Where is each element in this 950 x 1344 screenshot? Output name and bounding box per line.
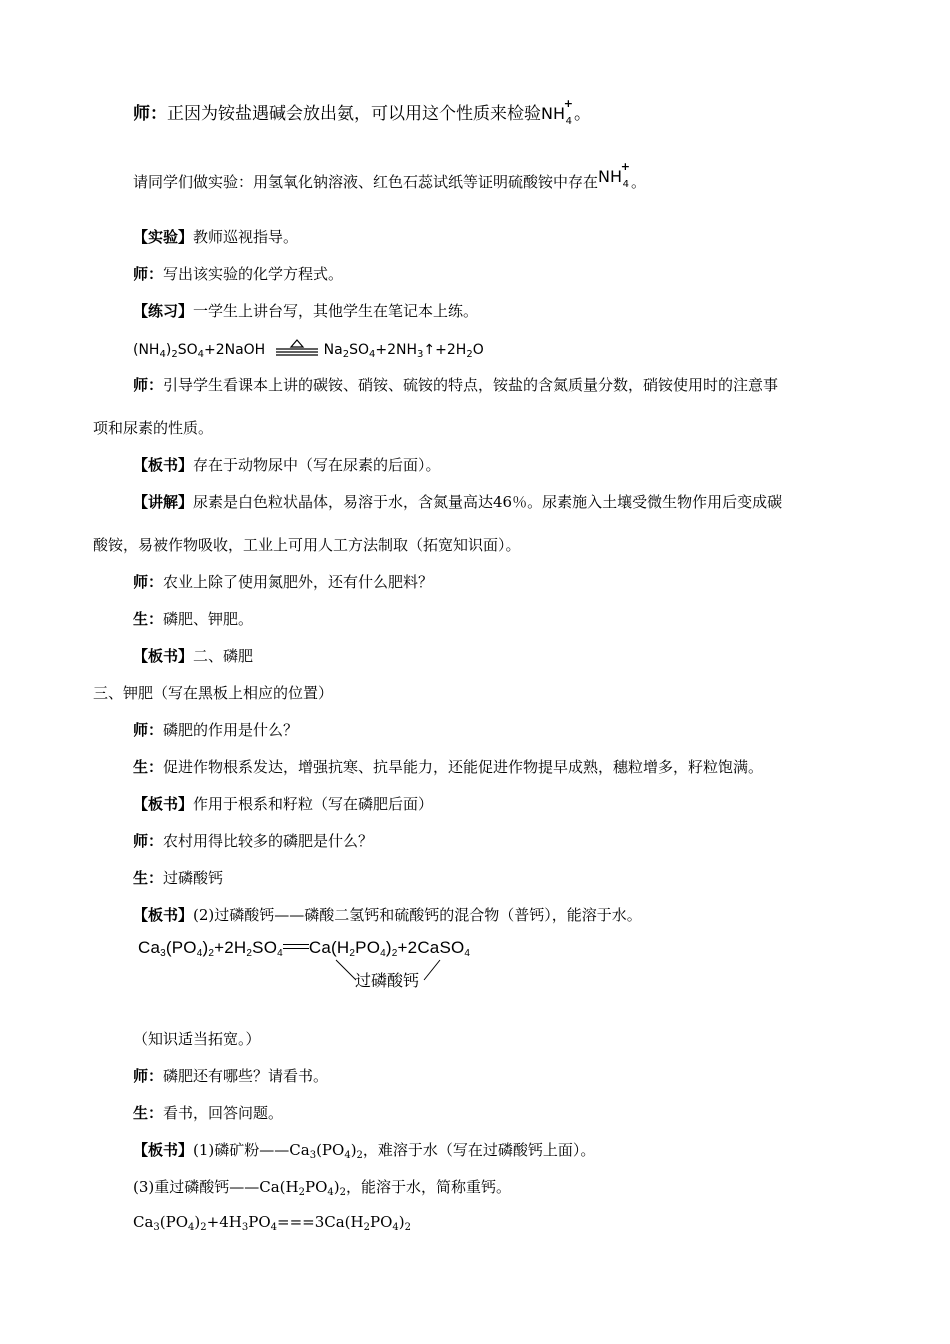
line-explain-urea-cont: [93, 535, 521, 555]
teacher-label: 师：: [133, 573, 164, 591]
line-teacher-fertilizer: [133, 572, 433, 592]
chem-sub: 2: [356, 1150, 363, 1161]
chemical-equation-ammonium-sulfate: [133, 339, 484, 360]
teacher-label: 师：: [133, 1067, 164, 1085]
tag-label: 【板书】: [133, 1141, 194, 1159]
eq-part: O: [472, 342, 484, 358]
line-teacher-common-phosphate: [133, 831, 373, 851]
line-teacher-other-phosphate: [133, 1066, 328, 1086]
line-board-rock-phosphate: [133, 1140, 595, 1160]
eq-part: SO: [177, 342, 198, 358]
line-student-superphosphate: [133, 868, 223, 888]
line-text: 写出该实验的化学方程式。: [163, 265, 344, 283]
eq-part: Na: [323, 342, 343, 358]
eq-sub: 3: [241, 1222, 249, 1233]
line-text: ): [350, 1141, 357, 1159]
ammonium-formula: [541, 97, 573, 127]
line-teacher-guide-cont: [93, 418, 213, 438]
line-text: 磷肥的作用是什么？: [163, 721, 299, 739]
line-text: 请同学们做实验：用氢氧化钠溶液、红色石蕊试纸等证明硫酸铵中存在: [133, 173, 599, 191]
heating-equals-sign: [274, 339, 320, 355]
eq-sub: 4: [270, 1222, 277, 1233]
eq-sub: 4: [188, 1222, 195, 1233]
eq-part: +4H: [206, 1213, 242, 1231]
eq-part: ): [398, 1213, 405, 1231]
bracket-lines: [138, 938, 498, 998]
line-text: 三、钾肥（写在黑板上相应的位置）: [93, 684, 334, 702]
tag-label: 【板书】: [133, 647, 194, 665]
superphosphate-equation: $Ca_3(PO_4)_2+2H_2SO_4$ $Ca(H_2PO_4)_2+2CaSO_4$: [138, 938, 471, 959]
period: 。: [574, 104, 591, 124]
ammonium-formula: [598, 160, 631, 190]
tag-label: 【讲解】: [133, 493, 194, 511]
line-extend-knowledge: [133, 1029, 261, 1049]
eq-part: ): [165, 342, 172, 358]
line-text: 磷肥、钾肥。: [163, 610, 254, 628]
line-student-read: [133, 1103, 283, 1123]
line-board-roots: [133, 794, 433, 814]
eq-part: Ca: [133, 1213, 154, 1231]
line-text: 农业上除了使用氮肥外，还有什么肥料？: [163, 573, 434, 591]
eq-sub: 2: [404, 1222, 411, 1233]
line-text: 引导学生看课本上讲的碳铵、硝铵、硫铵的特点，铵盐的含氮质量分数，硝铵使用时的注意事: [163, 376, 779, 394]
line-triple-superphosphate: [133, 1177, 511, 1197]
tag-label: 【实验】: [133, 228, 194, 246]
eq-sub: 3: [153, 1222, 160, 1233]
line-text: ): [333, 1178, 340, 1196]
line-text: 看书，回答问题。: [163, 1104, 284, 1122]
line-text: 项和尿素的性质。: [93, 419, 214, 437]
eq-sub: 3: [417, 349, 424, 360]
line-teacher-nh4-test: [133, 97, 591, 127]
line-experiment-instruction: [133, 160, 647, 192]
line-potassium: [93, 683, 333, 703]
line-practice: [133, 301, 478, 321]
line-text: 教师巡视指导。: [193, 228, 299, 246]
line-text: 尿素是白色粒状晶体，易溶于水，含氮量高达46％。尿素施入土壤受微生物作用后变成碳: [193, 493, 783, 511]
formula-sub: 4: [622, 179, 630, 190]
eq-sub: 4: [392, 1222, 399, 1233]
teacher-label: 师：: [133, 265, 164, 283]
teacher-label: 师：: [133, 832, 164, 850]
formula-text: NH: [598, 167, 623, 186]
line-text: ，能溶于水，简称重钙。: [345, 1178, 511, 1196]
line-teacher-guide: [133, 375, 778, 395]
line-text: (2)过磷酸钙——磷酸二氢钙和硫酸钙的混合物（普钙），能溶于水。: [193, 906, 642, 924]
line-text: 磷肥还有哪些？请看书。: [163, 1067, 329, 1085]
eq-sub: 2: [466, 349, 473, 360]
student-label: 生：: [133, 1104, 164, 1122]
line-text: 正因为铵盐遇碱会放出氨，可以用这个性质来检验: [167, 104, 541, 124]
tag-label: 【板书】: [133, 906, 194, 924]
eq-part: SO: [349, 342, 370, 358]
student-label: 生：: [133, 869, 164, 887]
chem-sub: 4: [344, 1150, 351, 1161]
line-board-urea: [133, 455, 441, 475]
student-label: 生：: [133, 758, 164, 776]
eq-part: ): [194, 1213, 201, 1231]
eq-sub: 4: [369, 349, 376, 360]
line-teacher-phosphate-role: [133, 720, 298, 740]
superphosphate-equation-figure: [138, 938, 498, 998]
tag-label: 【板书】: [133, 456, 194, 474]
eq-part: +2NaOH: [203, 342, 266, 358]
line-text: 农村用得比较多的磷肥是什么？: [163, 832, 374, 850]
eq-sub: 4: [159, 349, 166, 360]
charge-sup: +: [563, 97, 573, 110]
tag-label: 【练习】: [133, 302, 194, 320]
chem-sub: 2: [298, 1187, 305, 1198]
eq-part: ===3Ca(H: [277, 1213, 364, 1231]
line-text: 促进作物根系发达，增强抗寒、抗旱能力，还能促进作物提早成熟，穗粒增多，籽粒饱满。: [163, 758, 764, 776]
student-label: 生：: [133, 610, 164, 628]
eq-part: +2NH: [375, 342, 418, 358]
line-board-superphosphate: [133, 905, 642, 925]
line-text: 过磷酸钙: [163, 869, 224, 887]
charge-sup: +: [620, 160, 631, 173]
line-triple-superphosphate-equation: [133, 1212, 411, 1232]
tag-label: 【板书】: [133, 795, 194, 813]
eq-sub: 2: [363, 1222, 370, 1233]
chem-sub: 2: [339, 1187, 346, 1198]
eq-part: (PO: [159, 1213, 189, 1231]
line-text: 存在于动物尿中（写在尿素的后面）。: [193, 456, 441, 474]
chem-sub: 4: [327, 1187, 334, 1198]
line-text: PO: [304, 1178, 328, 1196]
line-text: (3)重过磷酸钙——Ca(H: [133, 1178, 299, 1196]
line-text: ，难溶于水（写在过磷酸钙上面）。: [362, 1141, 596, 1159]
formula-text: NH: [541, 104, 565, 123]
line-text: 一学生上讲台写，其他学生在笔记本上练。: [193, 302, 479, 320]
eq-sub: 2: [200, 1222, 207, 1233]
chem-sub: 3: [309, 1150, 317, 1161]
teacher-label: 师：: [133, 721, 164, 739]
line-teacher-equation: [133, 264, 343, 284]
line-student-phosphate-role: [133, 757, 763, 777]
line-explain-urea: [133, 492, 782, 512]
eq-part: PO: [248, 1213, 271, 1231]
superphosphate-label: 过磷酸钙: [355, 971, 420, 990]
eq-sub: 2: [342, 349, 350, 360]
line-student-answer: [133, 609, 253, 629]
line-text: 酸铵，易被作物吸收，工业上可用人工方法制取（拓宽知识面）。: [93, 536, 521, 554]
formula-sub: 4: [565, 116, 572, 127]
eq-sub: 4: [197, 349, 204, 360]
line-board-phosphate: [133, 646, 253, 666]
eq-sub: 2: [171, 349, 178, 360]
line-text: 作用于根系和籽粒（写在磷肥后面）: [193, 795, 434, 813]
line-text: (1)磷矿粉——Ca: [193, 1141, 310, 1159]
teacher-label: 师：: [133, 376, 164, 394]
line-text: (PO: [316, 1141, 345, 1159]
eq-part: (NH: [133, 342, 160, 358]
period: 。: [631, 173, 647, 191]
eq-part: PO: [369, 1213, 393, 1231]
line-experiment: [133, 227, 298, 247]
teacher-label: 师：: [133, 104, 167, 124]
line-text: 二、磷肥: [193, 647, 254, 665]
eq-part: ↑+2H: [423, 342, 467, 358]
line-text: （知识适当拓宽。）: [133, 1030, 261, 1048]
